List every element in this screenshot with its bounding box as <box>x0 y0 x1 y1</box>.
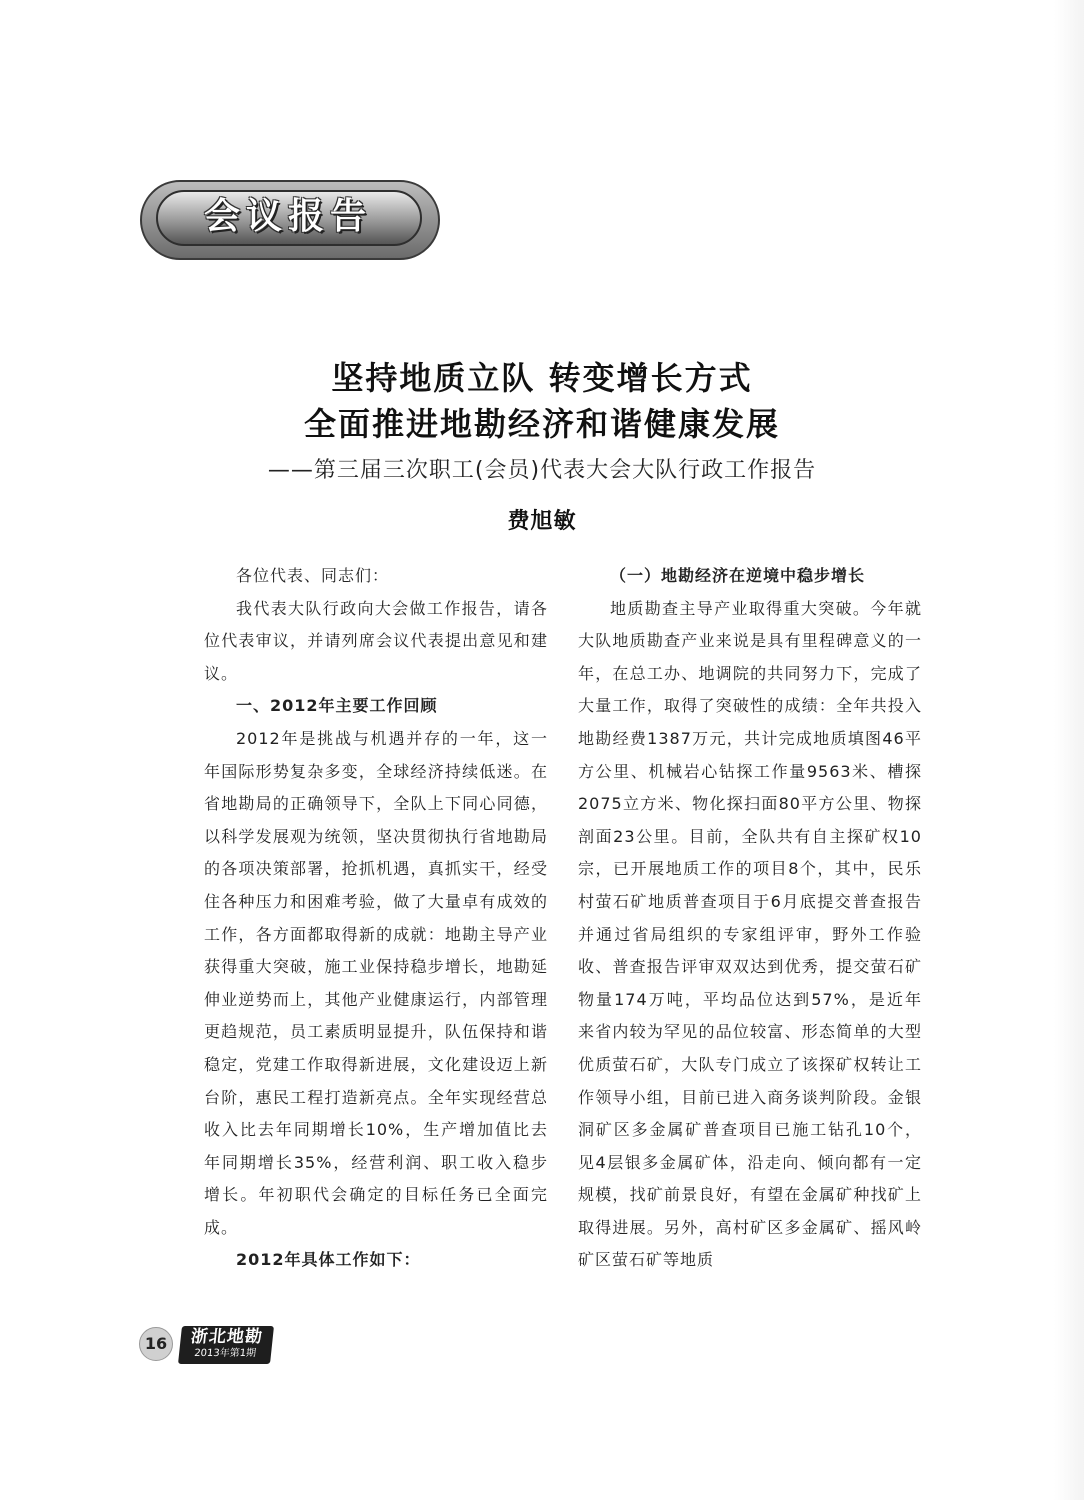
review-paragraph: 2012年是挑战与机遇并存的一年，这一年国际形势复杂多变，全球经济持续低迷。在省地勘局的正确领导下，全队上下同心同德，以科学发展观为统领，坚决贯彻执行省地勘局的各项决策部署，抢抓机遇，真抓实干，经受住各种压力和困难考验，做了大量卓有成效的工作，各方面都取得新的成就：地勘主导产业获得重大突破，施工业保持稳步增长，地勘延伸业逆势而上，其他产业健康运行，内部管理更趋规范，员工素质明显提升，队伍保持和谐稳定，党建工作取得新进展，文化建设迈上新台阶，惠民工程打造新亮点。全年实现经营总收入比去年同期增长10%，生产增加值比去年同期增长35%，经营利润、职工收入稳步增长。年初职代会确定的目标任务已全面完成。 <box>204 728 548 1237</box>
greeting-paragraph: 各位代表、同志们： <box>236 566 390 585</box>
section-heading-review: 一、2012年主要工作回顾 <box>236 696 438 716</box>
left-text-column <box>204 560 548 1277</box>
article-title-line1: 坚持地质立队 转变增长方式 <box>331 359 753 397</box>
magazine-logo <box>178 1326 274 1364</box>
section-heading-details: 2012年具体工作如下： <box>236 1250 421 1270</box>
intro-paragraph: 我代表大队行政向大会做工作报告，请各位代表审议，并请列席会议代表提出意见和建议。 <box>204 598 548 683</box>
right-text-column <box>578 560 922 1277</box>
section-badge <box>140 180 440 260</box>
article-author: 费旭敏 <box>507 509 577 534</box>
magazine-name: 浙北地勘 <box>189 1327 264 1347</box>
subsection-heading-economy: （一）地勘经济在逆境中稳步增长 <box>610 566 866 585</box>
article-subtitle: ——第三届三次职工(会员)代表大会大队行政工作报告 <box>267 458 817 483</box>
page-number: 16 <box>139 1327 173 1361</box>
article-title-line2: 全面推进地勘经济和谐健康发展 <box>303 405 780 443</box>
magazine-issue: 2013年第1期 <box>193 1348 257 1359</box>
page-edge-shadow <box>1054 0 1084 1500</box>
section-badge-label: 会议报告 <box>203 196 372 237</box>
economy-paragraph: 地质勘查主导产业取得重大突破。今年就大队地质勘查产业来说是具有里程碑意义的一年，在总工办、地调院的共同努力下，完成了大量工作，取得了突破性的成绩：全年共投入地勘经费1387万元，共计完成地质填图46平方公里、机械岩心钻探工作量9563米、槽探2075立方米、物化探扫面80平方公里、物探剖面23公里。目前，全队共有自主探矿权10宗，已开展地质工作的项目8个，其中，民乐村萤石矿地质普查项目于6月底提交普查报告并通过省局组织的专家组评审，野外工作验收、普查报告评审双双达到优秀，提交萤石矿物量174万吨，平均品位达到57%，是近年来省内较为罕见的品位较富、形态简单的大型优质萤石矿，大队专门成立了该探矿权转让工作领导小组，目前已进入商务谈判阶段。金银洞矿区多金属矿普查项目已施工钻孔10个，见4层银多金属矿体，沿走向、倾向都有一定规模，找矿前景良好，有望在金属矿种找矿上取得进展。另外，高村矿区多金属矿、摇风岭矿区萤石矿等地质 <box>578 598 922 1270</box>
